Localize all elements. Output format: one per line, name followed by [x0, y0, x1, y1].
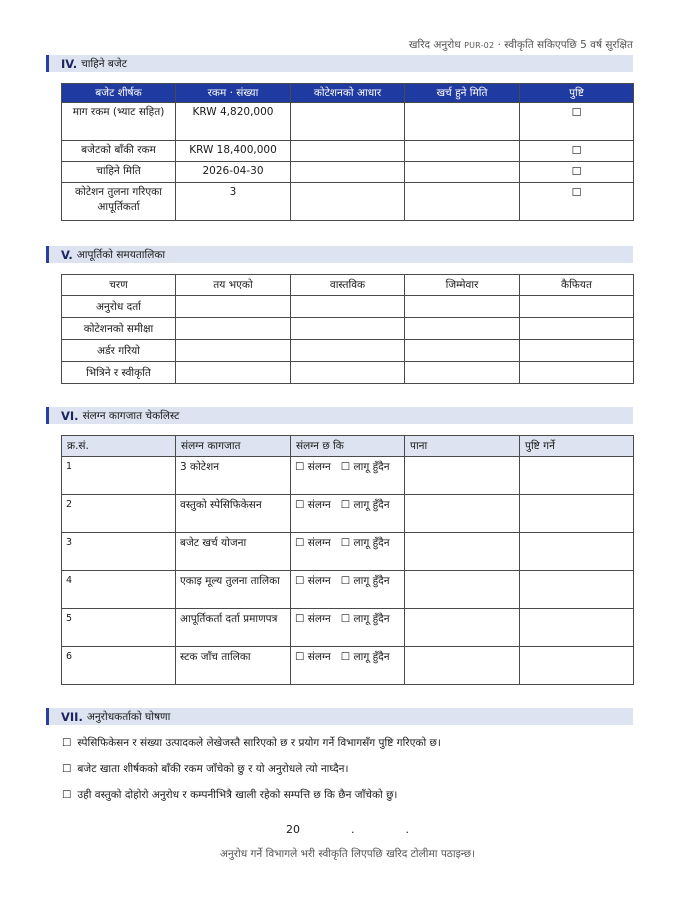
responsible-cell[interactable]	[405, 296, 520, 318]
table-row	[62, 609, 634, 647]
pages-cell[interactable]	[405, 533, 520, 571]
not-applicable-checkbox[interactable]: ☐ लागू हुँदैन	[340, 499, 390, 511]
table-header-row	[62, 436, 634, 457]
document-header-note	[409, 38, 633, 52]
date-separator: .	[351, 823, 355, 836]
actual-cell[interactable]	[291, 362, 405, 384]
responsible-cell[interactable]	[405, 340, 520, 362]
section-number: VI.	[61, 408, 79, 423]
column-header: चरण	[62, 275, 176, 296]
budget-table	[61, 83, 634, 221]
verifier-cell[interactable]	[520, 571, 634, 609]
table-row	[62, 362, 634, 384]
column-header: जिम्मेवार	[405, 275, 520, 296]
amount-cell[interactable]: KRW 4,820,000	[176, 103, 291, 141]
section-title: अनुरोधकर्ताको घोषणा	[86, 710, 171, 723]
table-row	[62, 183, 634, 221]
date-year-prefix: 20	[286, 823, 300, 836]
section-v-heading	[46, 246, 633, 263]
not-applicable-checkbox[interactable]: ☐ लागू हुँदैन	[340, 575, 390, 587]
not-applicable-checkbox[interactable]: ☐ लागू हुँदैन	[340, 537, 390, 549]
declaration-text: उही वस्तुको दोहोरो अनुरोध र कम्पनीभित्रै खाली रहेको सम्पत्ति छ कि छैन जाँचेको छु।	[77, 789, 398, 801]
amount-cell[interactable]: 3	[176, 183, 291, 221]
column-header: कोटेशनको आधार	[291, 84, 405, 103]
declaration-checkbox[interactable]: ☐	[62, 737, 72, 749]
stage-label: कोटेशनको समीक्षा	[62, 318, 176, 340]
document-name: आपूर्तिकर्ता दर्ता प्रमाणपत्र	[176, 609, 291, 647]
stage-label: अनुरोध दर्ता	[62, 296, 176, 318]
quote-basis-cell[interactable]	[291, 141, 405, 162]
table-row	[62, 647, 634, 685]
attached-checkbox[interactable]: ☐ संलग्न	[295, 537, 331, 549]
attached-options	[291, 571, 405, 609]
document-name: 3 कोटेशन	[176, 457, 291, 495]
amount-cell[interactable]: KRW 18,400,000	[176, 141, 291, 162]
quote-basis-cell[interactable]	[291, 162, 405, 183]
attached-checkbox[interactable]: ☐ संलग्न	[295, 499, 331, 511]
serial-number: 5	[62, 609, 176, 647]
serial-number: 2	[62, 495, 176, 533]
table-row	[62, 495, 634, 533]
section-iv-heading	[46, 55, 633, 72]
actual-cell[interactable]	[291, 340, 405, 362]
section-number: IV.	[61, 56, 78, 71]
row-label: माग रकम (भ्याट सहित)	[62, 103, 176, 141]
column-header: कैफियत	[520, 275, 634, 296]
attached-options	[291, 533, 405, 571]
column-header: संलग्न छ कि	[291, 436, 405, 457]
document-name: वस्तुको स्पेसिफिकेसन	[176, 495, 291, 533]
responsible-cell[interactable]	[405, 318, 520, 340]
column-header: पुष्टि गर्ने	[520, 436, 634, 457]
column-header: खर्च हुने मिति	[405, 84, 520, 103]
declaration-checkbox[interactable]: ☐	[62, 789, 72, 801]
pages-cell[interactable]	[405, 457, 520, 495]
not-applicable-checkbox[interactable]: ☐ लागू हुँदैन	[340, 651, 390, 663]
spend-date-cell[interactable]	[405, 103, 520, 141]
verifier-cell[interactable]	[520, 495, 634, 533]
form-code: PUR-02	[464, 41, 495, 50]
section-number: VII.	[61, 709, 83, 724]
planned-cell[interactable]	[176, 296, 291, 318]
actual-cell[interactable]	[291, 296, 405, 318]
table-row	[62, 141, 634, 162]
row-label: बजेटको बाँकी रकम	[62, 141, 176, 162]
stage-label: भित्रिने र स्वीकृति	[62, 362, 176, 384]
row-label: चाहिने मिति	[62, 162, 176, 183]
serial-number: 6	[62, 647, 176, 685]
table-row	[62, 533, 634, 571]
declaration-text: स्पेसिफिकेसन र संख्या उत्पादकले लेखेजस्तै सारिएको छ र प्रयोग गर्ने विभागसँग पुष्टि गरिएको छ।	[77, 737, 441, 749]
document-name: बजेट खर्च योजना	[176, 533, 291, 571]
attached-options	[291, 609, 405, 647]
section-vii-heading	[46, 708, 633, 725]
remarks-cell[interactable]	[520, 340, 634, 362]
spend-date-cell[interactable]	[405, 162, 520, 183]
planned-cell[interactable]	[176, 318, 291, 340]
actual-cell[interactable]	[291, 318, 405, 340]
confirm-checkbox[interactable]: ☐	[520, 103, 634, 141]
attached-checkbox[interactable]: ☐ संलग्न	[295, 613, 331, 625]
pages-cell[interactable]	[405, 609, 520, 647]
attached-options	[291, 495, 405, 533]
table-row	[62, 457, 634, 495]
column-header: क्र.सं.	[62, 436, 176, 457]
declaration-item	[62, 762, 348, 776]
remarks-cell[interactable]	[520, 296, 634, 318]
column-header: रकम · संख्या	[176, 84, 291, 103]
declaration-checkbox[interactable]: ☐	[62, 763, 72, 775]
column-header: पुष्टि	[520, 84, 634, 103]
remarks-cell[interactable]	[520, 318, 634, 340]
verifier-cell[interactable]	[520, 647, 634, 685]
table-header-row	[62, 84, 634, 103]
table-row	[62, 162, 634, 183]
serial-number: 4	[62, 571, 176, 609]
not-applicable-checkbox[interactable]: ☐ लागू हुँदैन	[340, 461, 390, 473]
column-header: पाना	[405, 436, 520, 457]
attached-checkbox[interactable]: ☐ संलग्न	[295, 461, 331, 473]
section-number: V.	[61, 247, 73, 262]
pages-cell[interactable]	[405, 647, 520, 685]
remarks-cell[interactable]	[520, 362, 634, 384]
verifier-cell[interactable]	[520, 609, 634, 647]
column-header: संलग्न कागजात	[176, 436, 291, 457]
attached-checkbox[interactable]: ☐ संलग्न	[295, 651, 331, 663]
attached-checkbox[interactable]: ☐ संलग्न	[295, 575, 331, 587]
table-header-row	[62, 275, 634, 296]
declaration-item	[62, 788, 397, 802]
schedule-table	[61, 274, 634, 384]
planned-cell[interactable]	[176, 362, 291, 384]
confirm-checkbox[interactable]: ☐	[520, 162, 634, 183]
section-vi-heading	[46, 407, 633, 424]
footer-note: अनुरोध गर्ने विभागले भरी स्वीकृति लिएपछि खरिद टोलीमा पठाइन्छ।	[219, 848, 476, 860]
planned-cell[interactable]	[176, 340, 291, 362]
verifier-cell[interactable]	[520, 533, 634, 571]
confirm-checkbox[interactable]: ☐	[520, 183, 634, 221]
stage-label: अर्डर गरियो	[62, 340, 176, 362]
spend-date-cell[interactable]	[405, 183, 520, 221]
responsible-cell[interactable]	[405, 362, 520, 384]
attached-options	[291, 457, 405, 495]
section-title: संलग्न कागजात चेकलिस्ट	[82, 409, 180, 422]
serial-number: 1	[62, 457, 176, 495]
declaration-item	[62, 736, 441, 750]
attached-options	[291, 647, 405, 685]
table-row	[62, 103, 634, 141]
verifier-cell[interactable]	[520, 457, 634, 495]
not-applicable-checkbox[interactable]: ☐ लागू हुँदैन	[340, 613, 390, 625]
declaration-text: बजेट खाता शीर्षकको बाँकी रकम जाँचेको छु र यो अनुरोधले त्यो नाघ्दैन।	[77, 763, 349, 775]
table-row	[62, 296, 634, 318]
table-row	[62, 571, 634, 609]
header-prefix: खरिद अनुरोध	[408, 39, 461, 51]
table-row	[62, 318, 634, 340]
table-row	[62, 340, 634, 362]
section-title: आपूर्तिको समयतालिका	[76, 248, 166, 261]
date-field[interactable]	[0, 823, 695, 836]
document-name: स्टक जाँच तालिका	[176, 647, 291, 685]
confirm-checkbox[interactable]: ☐	[520, 141, 634, 162]
quote-basis-cell[interactable]	[291, 183, 405, 221]
column-header: तय भएको	[176, 275, 291, 296]
date-separator: .	[405, 823, 409, 836]
column-header: बजेट शीर्षक	[62, 84, 176, 103]
row-label: कोटेशन तुलना गरिएका आपूर्तिकर्ता	[62, 183, 176, 221]
spend-date-cell[interactable]	[405, 141, 520, 162]
header-suffix: · स्वीकृति सकिएपछि 5 वर्ष सुरक्षित	[497, 39, 633, 51]
amount-cell[interactable]: 2026-04-30	[176, 162, 291, 183]
serial-number: 3	[62, 533, 176, 571]
section-title: चाहिने बजेट	[81, 57, 128, 70]
document-name: एकाइ मूल्य तुलना तालिका	[176, 571, 291, 609]
attachment-checklist-table	[61, 435, 634, 685]
pages-cell[interactable]	[405, 571, 520, 609]
column-header: वास्तविक	[291, 275, 405, 296]
quote-basis-cell[interactable]	[291, 103, 405, 141]
pages-cell[interactable]	[405, 495, 520, 533]
